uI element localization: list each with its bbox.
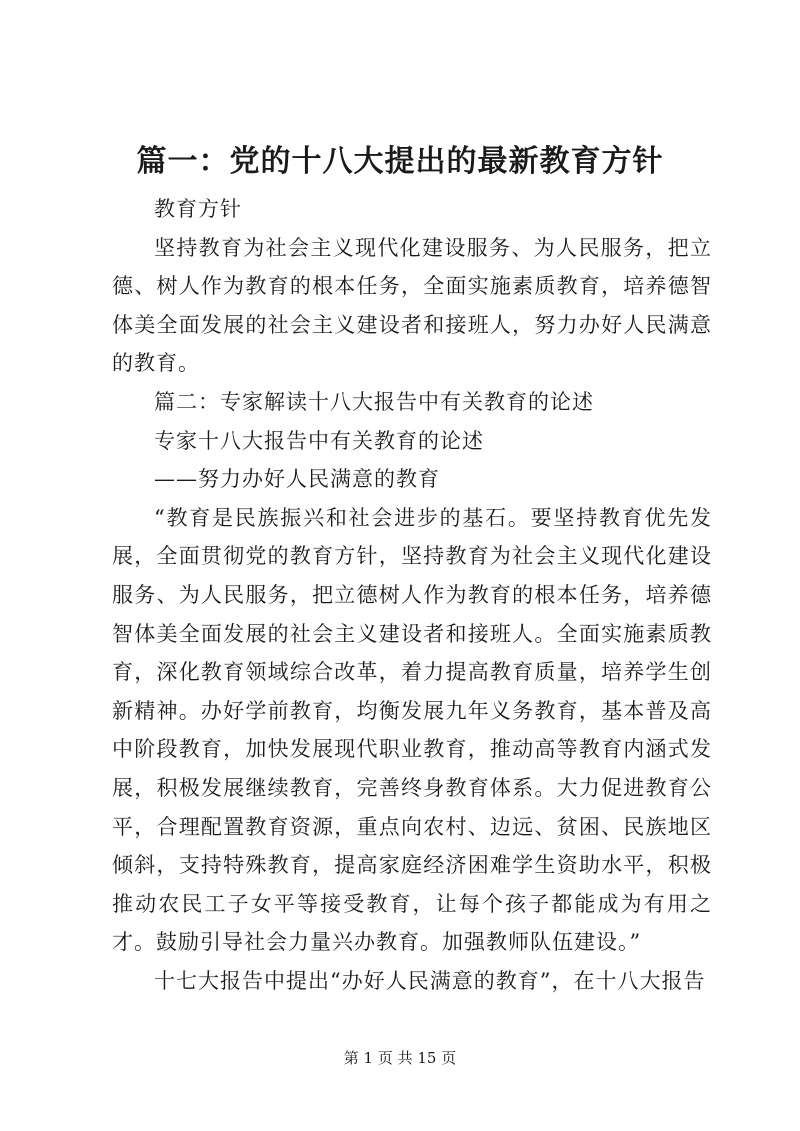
paragraph-policy-text: 坚持教育为社会主义现代化建设服务、为人民服务，把立德、树人作为教育的根本任务，全面实施素质教育，培养德智体美全面发展的社会主义建设者和接班人，努力办好人民满意的教育。: [112, 235, 712, 376]
page-title: 篇一：党的十八大提出的最新教育方针: [136, 144, 664, 179]
paragraph-quote: “教育是民族振兴和社会进步的基石。要坚持教育优先发展，全面贯彻党的教育方针，坚持教育为社会主义现代化建设服务、为人民服务，把立德树人作为教育的根本任务，培养德智体美全面发展的社会主义建设者和接班人。全面实施素质教育，深化教育领域综合改革，着力提高教育质量，培养学生创新精神。办好学前教育，均衡发展九年义务教育，基本普及高中阶段教育，加快发展现代职业教育，推动高等教育内涵式发展，积极发展继续教育，完善终身教育体系。大力促进教育公平，合理配置教育资源，重点向农村、边远、贫困、民族地区倾斜，支持特殊教育，提高家庭经济困难学生资助水平，积极推动农民工子女平等接受教育，让每个孩子都能成为有用之才。鼓励引导社会力量兴办教育。加强教师队伍建设。”: [112, 505, 712, 955]
document-body: [112, 190, 712, 1000]
paragraph-heading-education-policy: 教育方针: [154, 197, 242, 221]
paragraph-continuation: 十七大报告中提出“办好人民满意的教育”，在十八大报告: [154, 968, 706, 993]
paragraph-expert-heading: 专家十八大报告中有关教育的论述: [154, 428, 484, 453]
paragraph-subtitle: ——努力办好人民满意的教育: [154, 467, 440, 492]
page-footer: 第 1 页 共 15 页: [343, 1049, 457, 1067]
paragraph-section-two-heading: 篇二：专家解读十八大报告中有关教育的论述: [154, 389, 594, 414]
